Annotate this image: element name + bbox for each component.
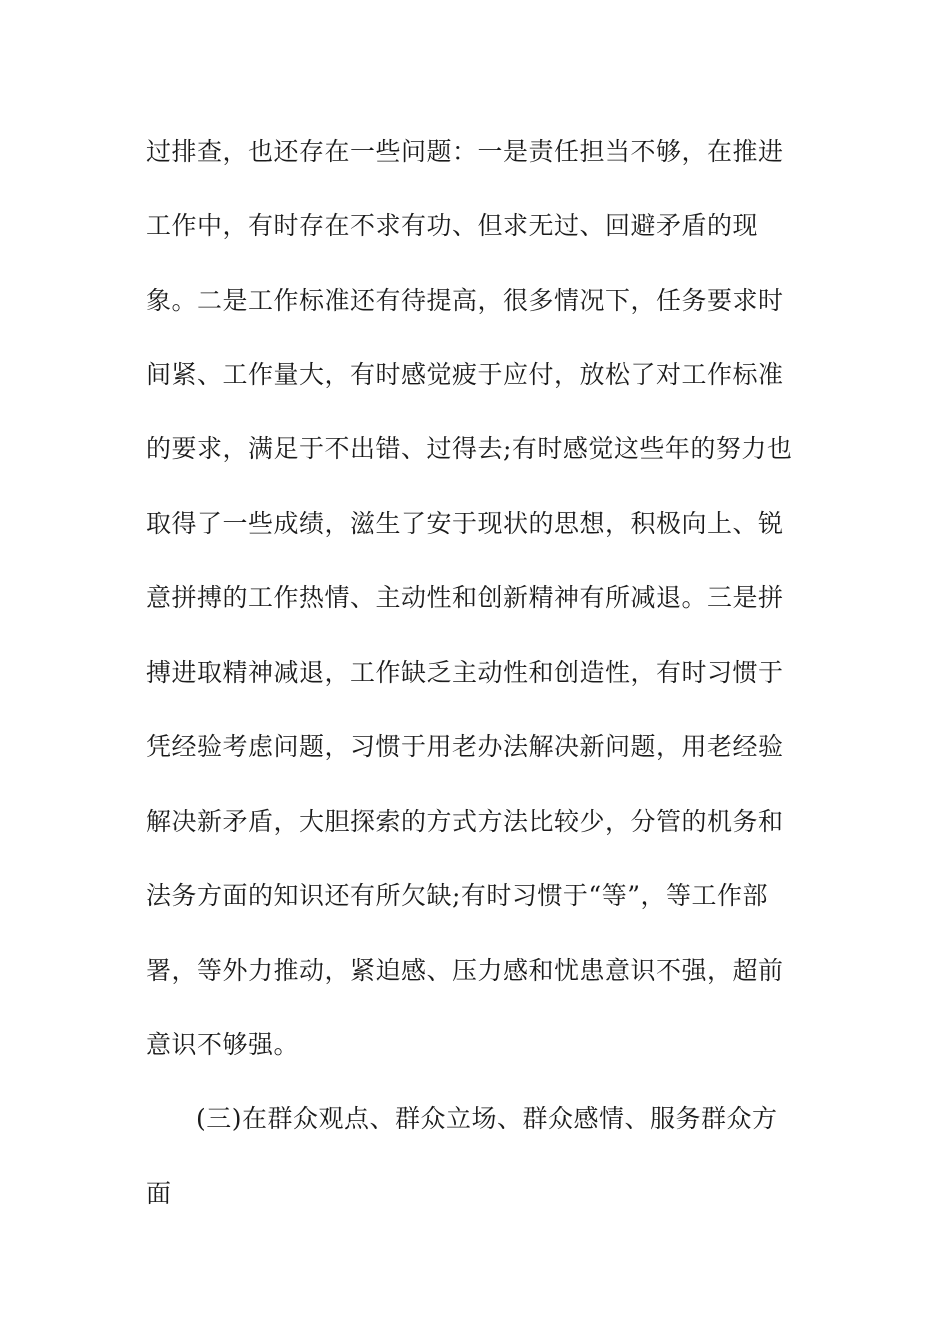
section-heading-line: 面 <box>146 1179 172 1208</box>
paragraph-line: 的要求，满足于不出错、过得去;有时感觉这些年的努力也 <box>146 434 793 463</box>
paragraph-line: 凭经验考虑问题，习惯于用老办法解决新问题，用老经验 <box>146 732 784 761</box>
paragraph-line: 过排查，也还存在一些问题：一是责任担当不够，在推进 <box>146 137 784 166</box>
paragraph-line: 象。二是工作标准还有待提高，很多情况下，任务要求时 <box>146 286 784 315</box>
paragraph-line: 间紧、工作量大，有时感觉疲于应付，放松了对工作标准 <box>146 360 784 389</box>
paragraph-line: 取得了一些成绩，滋生了安于现状的思想，积极向上、锐 <box>146 509 784 538</box>
paragraph-line: 工作中，有时存在不求有功、但求无过、回避矛盾的现 <box>146 211 759 240</box>
paragraph-line: 意识不够强。 <box>146 1030 300 1059</box>
paragraph-line: 署，等外力推动，紧迫感、压力感和忧患意识不强，超前 <box>146 956 784 985</box>
paragraph-line: 搏进取精神减退，工作缺乏主动性和创造性，有时习惯于 <box>146 658 784 687</box>
paragraph-line: 法务方面的知识还有所欠缺;有时习惯于“等”，等工作部 <box>146 881 768 910</box>
paragraph-line: 解决新矛盾，大胆探索的方式方法比较少，分管的机务和 <box>146 807 784 836</box>
paragraph-line: 意拼搏的工作热情、主动性和创新精神有所减退。三是拼 <box>146 583 784 612</box>
section-heading-line: (三)在群众观点、群众立场、群众感情、服务群众方 <box>196 1104 778 1133</box>
